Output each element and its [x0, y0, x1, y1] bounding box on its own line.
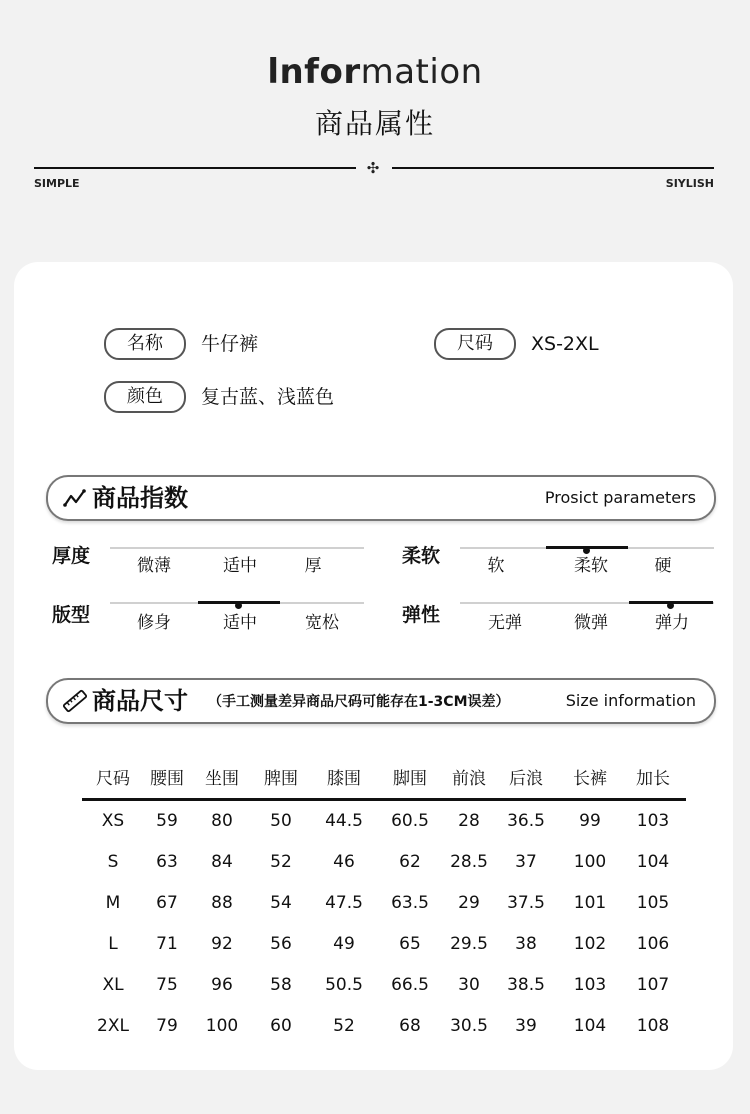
table-cell: M — [105, 893, 121, 913]
table-cell: 92 — [211, 934, 233, 954]
attr-value-size: XS-2XL — [531, 333, 599, 355]
index-option: 厚 — [304, 556, 322, 576]
table-cell: 52 — [333, 1016, 355, 1036]
table-cell: XL — [102, 975, 124, 995]
attr-label-name: 名称 — [104, 328, 186, 360]
table-row — [82, 845, 686, 886]
table-cell: 38.5 — [507, 975, 545, 995]
title-english: lnformation — [267, 52, 483, 92]
table-cell: 59 — [156, 811, 178, 831]
table-cell: 84 — [211, 852, 233, 872]
header-divider-right — [392, 167, 714, 169]
table-cell: 29.5 — [450, 934, 488, 954]
table-cell: 88 — [211, 893, 233, 913]
index-banner — [46, 475, 716, 521]
table-cell: 58 — [270, 975, 292, 995]
table-cell: 52 — [270, 852, 292, 872]
table-cell: 2XL — [97, 1016, 129, 1036]
size-table — [82, 764, 686, 1050]
table-row — [82, 1009, 686, 1050]
table-header-cell: 前浪 — [452, 769, 486, 789]
table-cell: 30 — [458, 975, 480, 995]
table-row — [82, 886, 686, 927]
table-header-cell: 长裤 — [573, 769, 607, 789]
table-cell: 47.5 — [325, 893, 363, 913]
table-header-row — [82, 764, 686, 798]
size-note: （手工测量差异商品尺码可能存在1-3CM误差） — [208, 694, 510, 710]
title-chinese: 商品属性 — [314, 107, 435, 140]
table-header-cell: 腰围 — [150, 769, 184, 789]
table-header-cell: 膝围 — [327, 769, 361, 789]
size-banner — [46, 678, 716, 724]
table-cell: 65 — [399, 934, 421, 954]
table-cell: 79 — [156, 1016, 178, 1036]
table-header-cell: 脚围 — [393, 769, 427, 789]
index-selected-dot — [235, 602, 242, 609]
table-cell: S — [107, 852, 119, 872]
table-cell: 28 — [458, 811, 480, 831]
table-cell: 71 — [156, 934, 178, 954]
index-option-selected: 适中 — [223, 613, 257, 633]
attr-value-color: 复古蓝、浅蓝色 — [201, 386, 335, 408]
table-cell: 28.5 — [450, 852, 488, 872]
attr-value-name: 牛仔裤 — [201, 333, 259, 355]
attr-label-color: 颜色 — [104, 381, 186, 413]
table-header-cell: 脾围 — [264, 769, 298, 789]
index-label-softness: 柔软 — [402, 545, 441, 567]
table-cell: 108 — [636, 1016, 670, 1036]
table-cell: 30.5 — [450, 1016, 488, 1036]
table-header-divider — [82, 798, 686, 801]
table-cell: 103 — [573, 975, 607, 995]
index-title: 商品指数 — [92, 484, 188, 512]
table-cell: 44.5 — [325, 811, 363, 831]
index-option: 无弹 — [488, 613, 522, 633]
table-cell: 62 — [399, 852, 421, 872]
table-cell: 68 — [399, 1016, 421, 1036]
table-header-cell: 尺码 — [96, 769, 130, 789]
table-cell: 102 — [573, 934, 607, 954]
index-option: 微薄 — [137, 556, 171, 576]
table-row — [82, 927, 686, 968]
table-cell: 96 — [211, 975, 233, 995]
size-title-en: Size information — [565, 691, 696, 710]
table-cell: 66.5 — [391, 975, 429, 995]
table-cell: 50.5 — [325, 975, 363, 995]
table-cell: 60 — [270, 1016, 292, 1036]
table-header-cell: 加长 — [636, 769, 670, 789]
attr-label-size: 尺码 — [434, 328, 516, 360]
trend-line-icon — [62, 485, 88, 511]
index-selected-dot — [667, 602, 674, 609]
index-option: 微弹 — [574, 613, 608, 633]
index-option: 修身 — [137, 613, 171, 633]
table-header-cell: 后浪 — [509, 769, 543, 789]
index-label-thickness: 厚度 — [52, 545, 91, 567]
table-cell: 56 — [270, 934, 292, 954]
table-cell: 50 — [270, 811, 292, 831]
index-option-selected: 弹力 — [655, 613, 689, 633]
table-cell: 39 — [515, 1016, 537, 1036]
table-cell: 67 — [156, 893, 178, 913]
table-row — [82, 804, 686, 845]
index-selected-dot — [583, 547, 590, 554]
table-cell: 29 — [458, 893, 480, 913]
table-cell: 104 — [636, 852, 670, 872]
table-cell: XS — [101, 811, 125, 831]
table-cell: 107 — [636, 975, 670, 995]
label-simple: SIMPLE — [34, 177, 80, 190]
size-title: 商品尺寸 — [92, 687, 188, 715]
table-cell: 100 — [205, 1016, 239, 1036]
index-option: 软 — [487, 556, 505, 576]
index-option: 适中 — [223, 556, 257, 576]
table-cell: 38 — [515, 934, 537, 954]
table-cell: 37.5 — [507, 893, 545, 913]
table-cell: 100 — [573, 852, 607, 872]
table-cell: 54 — [270, 893, 292, 913]
label-stylish: SIYLISH — [665, 177, 714, 190]
table-cell: 60.5 — [391, 811, 429, 831]
table-cell: 63.5 — [391, 893, 429, 913]
index-label-fit: 版型 — [52, 604, 91, 626]
table-cell: 80 — [211, 811, 233, 831]
index-option-selected: 柔软 — [574, 556, 608, 576]
index-option: 宽松 — [305, 613, 339, 633]
header-divider-left — [34, 167, 356, 169]
table-cell: 37 — [515, 852, 537, 872]
table-cell: 49 — [333, 934, 355, 954]
ruler-icon — [62, 688, 88, 714]
table-row — [82, 968, 686, 1009]
index-label-elasticity: 弹性 — [402, 604, 441, 626]
table-cell: 101 — [573, 893, 607, 913]
cross-ornament-icon: ✣ — [366, 159, 380, 177]
table-cell: 46 — [333, 852, 355, 872]
table-cell: 63 — [156, 852, 178, 872]
table-cell: 36.5 — [507, 811, 545, 831]
index-track-thickness — [110, 547, 364, 549]
table-cell: 106 — [636, 934, 670, 954]
table-header-cell: 坐围 — [205, 769, 239, 789]
table-cell: 105 — [636, 893, 670, 913]
table-cell: 75 — [156, 975, 178, 995]
table-cell: 104 — [573, 1016, 607, 1036]
index-title-en: Prosict parameters — [544, 488, 696, 507]
index-option: 硬 — [654, 556, 672, 576]
table-cell: 103 — [636, 811, 670, 831]
table-cell: L — [108, 934, 118, 954]
table-cell: 99 — [579, 811, 601, 831]
